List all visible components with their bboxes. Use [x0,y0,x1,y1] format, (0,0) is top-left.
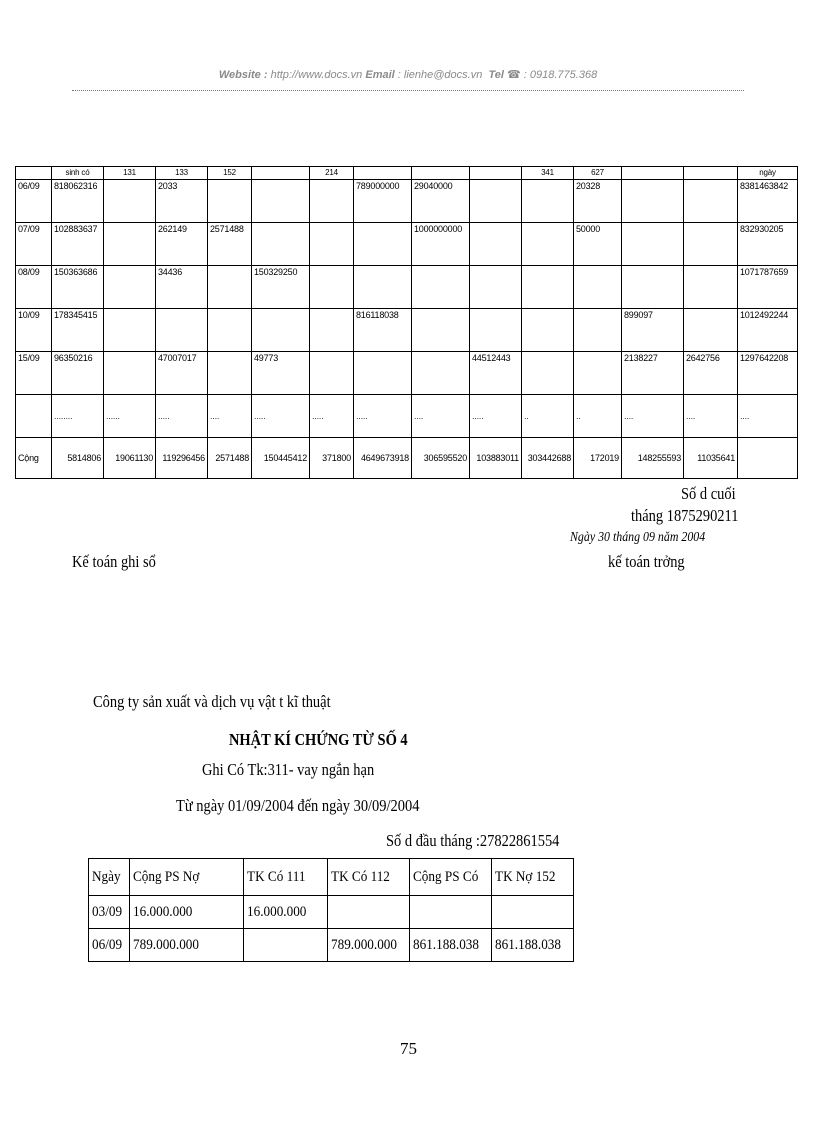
journal-cell-text: Cộng PS Nợ [133,868,200,885]
ledger-cell [156,309,208,352]
ledger-cell: ........ [52,395,104,438]
ledger-cell [310,180,354,223]
ledger-cell: 832930205 [738,223,798,266]
ledger-cell: 34436 [156,266,208,309]
ledger-cell [412,266,470,309]
ledger-cell [310,266,354,309]
journal-row [89,896,574,929]
ledger-cell [412,167,470,180]
ledger-cell [354,167,412,180]
ledger-cell [208,266,252,309]
ledger-cell: 5814806 [52,438,104,479]
ledger-cell [104,223,156,266]
phone-icon: ☎ [507,69,521,81]
journal-cell-text: TK Có 111 [247,868,306,885]
ledger-cell: ..... [470,395,522,438]
journal-cell-text: 861.188.038 [413,936,480,953]
ledger-row [16,309,798,352]
ledger-cell: 44512443 [470,352,522,395]
ledger-cell: 10/09 [16,309,52,352]
ledger-cell [574,352,622,395]
ledger-cell: 2571488 [208,223,252,266]
website-url[interactable]: http://www.docs.vn [270,69,363,81]
ledger-cell: ...... [104,395,156,438]
ledger-cell: 371800 [310,438,354,479]
ledger-cell: 103883011 [470,438,522,479]
ledger-cell [574,266,622,309]
ledger-cell [310,352,354,395]
ledger-cell [354,352,412,395]
ledger-cell [16,395,52,438]
ledger-cell: .. [574,395,622,438]
ledger-cell: 19061130 [104,438,156,479]
ledger-cell: 172019 [574,438,622,479]
ledger-row [16,352,798,395]
journal-header-row [89,859,574,896]
ledger-cell: 1000000000 [412,223,470,266]
ledger-cell: 214 [310,167,354,180]
page-number: 75 [400,1039,417,1058]
journal-cell [130,896,244,929]
ledger-cell: 50000 [574,223,622,266]
ledger-cell: sinh có [52,167,104,180]
ledger-cell [208,309,252,352]
ledger-cell: .... [622,395,684,438]
ledger-table [15,166,798,479]
closing-balance-line1: Số d cuối [681,484,736,503]
journal-cell [130,929,244,962]
ledger-cell: ..... [354,395,412,438]
ledger-cell [574,309,622,352]
ledger-cell: 2642756 [684,352,738,395]
ledger-cell: 1297642208 [738,352,798,395]
ledger-total-row [16,438,798,479]
ledger-cell [252,223,310,266]
journal-cell-text: Cộng PS Có [413,868,479,885]
ledger-ellipsis-row [16,395,798,438]
accountant-left-label: Kế toán ghi sổ [72,552,156,571]
ledger-cell [684,223,738,266]
journal-period: Từ ngày 01/09/2004 đến ngày 30/09/2004 [176,796,420,815]
ledger-cell: 303442688 [522,438,574,479]
tel-label: Tel [488,69,504,81]
ledger-cell: 06/09 [16,180,52,223]
journal-cell [492,896,574,929]
journal-cell-text: TK Nợ 152 [495,868,556,885]
ledger-cell [522,309,574,352]
ledger-cell: 20328 [574,180,622,223]
ledger-cell: ..... [252,395,310,438]
ledger-cell: 15/09 [16,352,52,395]
ledger-cell: 148255593 [622,438,684,479]
ledger-cell [684,167,738,180]
journal-cell [328,896,410,929]
ledger-cell [412,352,470,395]
ledger-cell [622,167,684,180]
ledger-row [16,266,798,309]
ledger-cell: 1012492244 [738,309,798,352]
ledger-cell [522,352,574,395]
journal-cell [89,896,130,929]
ledger-cell [470,309,522,352]
ledger-cell [684,180,738,223]
ledger-cell [104,309,156,352]
signature-date: Ngày 30 tháng 09 năm 2004 [570,530,706,545]
ledger-cell: 818062316 [52,180,104,223]
journal-cell [130,859,244,896]
ledger-cell [684,266,738,309]
email-value[interactable]: : lienhe@docs.vn [397,69,483,81]
ledger-cell [622,223,684,266]
ledger-cell: .. [522,395,574,438]
ledger-cell: 96350216 [52,352,104,395]
ledger-cell: 899097 [622,309,684,352]
ledger-cell: 47007017 [156,352,208,395]
ledger-cell [622,266,684,309]
ledger-cell [470,223,522,266]
journal-cell-text: 03/09 [92,903,123,920]
ledger-cell [738,438,798,479]
ledger-cell: 133 [156,167,208,180]
ledger-cell: .... [208,395,252,438]
header-divider [72,90,744,91]
journal-cell-text: 16.000.000 [247,903,307,920]
ledger-cell [104,180,156,223]
journal-cell [410,859,492,896]
ledger-cell: 150445412 [252,438,310,479]
journal-cell-text: Ngày [92,868,121,885]
journal-cell [244,859,328,896]
ledger-cell [104,352,156,395]
journal-subtitle: Ghi Có Tk:311- vay ngắn hạn [202,760,375,779]
journal-table [88,858,574,962]
ledger-cell: 29040000 [412,180,470,223]
closing-balance-line2: tháng 1875290211 [631,506,739,525]
ledger-cell [622,180,684,223]
ledger-cell: Cộng [16,438,52,479]
ledger-cell [354,266,412,309]
journal-cell [244,896,328,929]
ledger-cell: 1071787659 [738,266,798,309]
ledger-cell [104,266,156,309]
journal-cell-text: 789.000.000 [331,936,398,953]
company-name: Công ty sản xuất và dịch vụ vật t kĩ thuật [93,692,331,711]
ledger-cell: 11035641 [684,438,738,479]
ledger-cell: 2571488 [208,438,252,479]
ledger-cell [208,180,252,223]
ledger-cell: .... [684,395,738,438]
journal-cell [89,859,130,896]
ledger-cell: 627 [574,167,622,180]
email-label: Email [365,69,395,81]
ledger-cell: 08/09 [16,266,52,309]
ledger-cell [412,309,470,352]
journal-cell [328,929,410,962]
ledger-cell: 262149 [156,223,208,266]
ledger-header-row [16,167,798,180]
tel-value: : 0918.775.368 [523,69,598,81]
ledger-cell: 789000000 [354,180,412,223]
ledger-row [16,180,798,223]
ledger-cell [208,352,252,395]
ledger-cell [522,180,574,223]
ledger-cell [470,266,522,309]
ledger-cell: .... [412,395,470,438]
journal-cell-text: 861.188.038 [495,936,562,953]
ledger-cell [354,223,412,266]
ledger-cell [470,180,522,223]
ledger-cell [16,167,52,180]
journal-cell [492,929,574,962]
ledger-cell: 102883637 [52,223,104,266]
journal-cell-text: 16.000.000 [133,903,193,920]
journal-cell-text: 789.000.000 [133,936,200,953]
ledger-cell: 131 [104,167,156,180]
journal-cell [410,896,492,929]
accountant-right-label: kế toán trởng [608,552,685,571]
ledger-cell: 119296456 [156,438,208,479]
ledger-cell: 2033 [156,180,208,223]
ledger-cell [252,180,310,223]
ledger-cell: 178345415 [52,309,104,352]
ledger-cell [252,309,310,352]
ledger-cell [522,223,574,266]
ledger-cell: 2138227 [622,352,684,395]
ledger-cell: 152 [208,167,252,180]
ledger-cell: ngày [738,167,798,180]
ledger-cell: 341 [522,167,574,180]
ledger-cell [684,309,738,352]
ledger-cell [252,167,310,180]
ledger-cell: 49773 [252,352,310,395]
journal-cell-text: 06/09 [92,936,123,953]
ledger-cell: 8381463842 [738,180,798,223]
page-header [0,68,816,81]
ledger-cell: 07/09 [16,223,52,266]
ledger-cell: ..... [310,395,354,438]
ledger-row [16,223,798,266]
ledger-cell: 150329250 [252,266,310,309]
ledger-cell: ..... [156,395,208,438]
ledger-cell: 4649673918 [354,438,412,479]
journal-cell [244,929,328,962]
ledger-cell [310,223,354,266]
ledger-cell [522,266,574,309]
ledger-cell: 816118038 [354,309,412,352]
journal-cell [492,859,574,896]
journal-cell [328,859,410,896]
journal-cell [410,929,492,962]
opening-balance: Số d đầu tháng :27822861554 [386,831,560,850]
journal-title: NHẬT KÍ CHỨNG TỪ SỐ 4 [229,730,408,749]
ledger-cell [470,167,522,180]
journal-cell [89,929,130,962]
website-label: Website : [218,69,268,81]
ledger-cell: 306595520 [412,438,470,479]
ledger-cell [310,309,354,352]
journal-cell-text: TK Có 112 [331,868,391,885]
ledger-cell: 150363686 [52,266,104,309]
journal-row [89,929,574,962]
ledger-cell: .... [738,395,798,438]
